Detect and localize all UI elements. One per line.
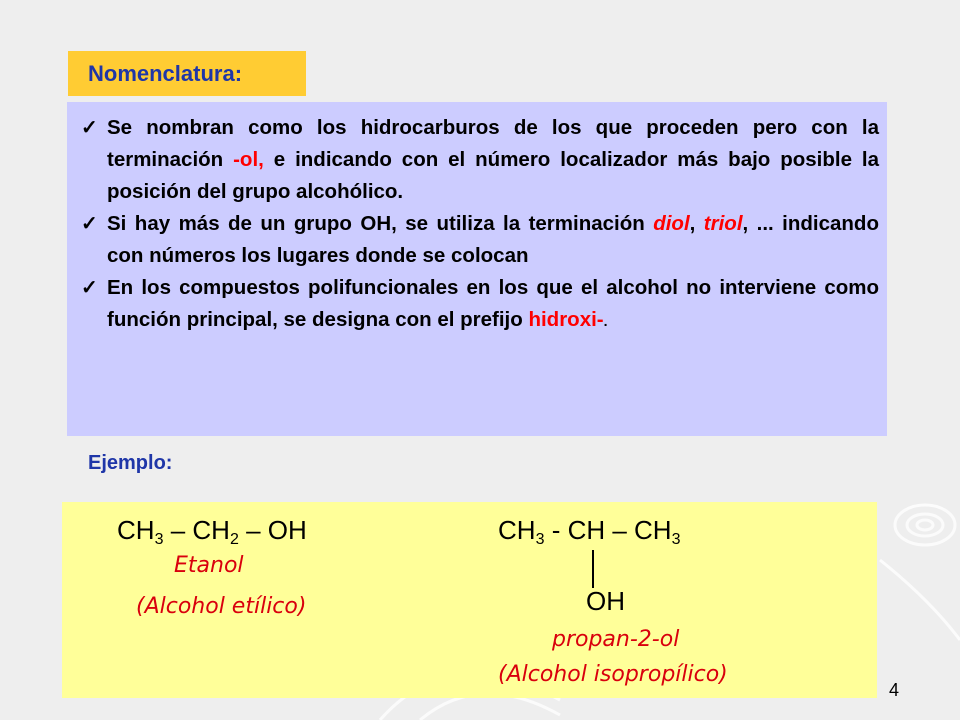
rule-highlight: triol bbox=[703, 212, 743, 235]
checkmark-icon: ✓ bbox=[81, 213, 98, 235]
rule-highlight: -ol, bbox=[233, 148, 264, 171]
rule-item bbox=[81, 272, 879, 337]
slide-title: Nomenclatura: bbox=[68, 51, 306, 96]
rule-text-part: . bbox=[603, 313, 608, 329]
formula-subscript: 3 bbox=[535, 531, 545, 548]
rule-text-part: En los compuestos polifuncionales en los que el alcohol no interviene como función principal, se designa con el prefijo bbox=[107, 276, 879, 331]
rules-list bbox=[81, 112, 879, 337]
checkmark-icon: ✓ bbox=[81, 277, 98, 299]
formula-subscript: 2 bbox=[229, 531, 239, 548]
isopropanol-formula bbox=[498, 515, 681, 549]
rule-text-part: , bbox=[689, 212, 704, 235]
rule-text bbox=[107, 208, 879, 272]
formula-part: - CH – CH bbox=[544, 515, 672, 545]
checkmark-icon: ✓ bbox=[81, 117, 98, 139]
rule-text-part: Si hay más de un grupo OH, se utiliza la terminación bbox=[107, 212, 654, 235]
ethanol-name: Etanol bbox=[174, 553, 244, 578]
isopropanol-common-name: (Alcohol isopropílico) bbox=[498, 662, 728, 687]
rule-highlight: hidroxi- bbox=[528, 308, 604, 331]
rule-text-part: e indicando con el número localizador más bajo posible la posición del grupo alcohólico. bbox=[107, 148, 879, 203]
rule-text bbox=[107, 112, 879, 208]
rules-panel bbox=[67, 102, 887, 436]
example-label: Ejemplo: bbox=[88, 452, 173, 474]
ethanol-formula bbox=[117, 515, 307, 549]
rule-text-part: Se nombran como los hidrocarburos de los que proceden pero con la terminación bbox=[107, 116, 879, 171]
formula-part: CH bbox=[498, 515, 536, 545]
hydroxyl-group: OH bbox=[586, 586, 625, 616]
rule-highlight: diol bbox=[653, 212, 690, 235]
rule-item bbox=[81, 112, 879, 208]
single-bond-line bbox=[592, 550, 594, 588]
formula-part: – OH bbox=[238, 515, 307, 545]
formula-part: – CH bbox=[163, 515, 230, 545]
rule-item bbox=[81, 208, 879, 272]
formula-part: CH bbox=[117, 515, 155, 545]
rule-text bbox=[107, 272, 879, 337]
isopropanol-name: propan-2-ol bbox=[552, 627, 680, 652]
page-number: 4 bbox=[889, 680, 900, 700]
ethanol-common-name: (Alcohol etílico) bbox=[136, 594, 307, 619]
rule-text-part: , ... indicando con números los lugares donde se colocan bbox=[107, 212, 879, 267]
formula-subscript: 3 bbox=[154, 531, 164, 548]
formula-subscript: 3 bbox=[671, 531, 681, 548]
